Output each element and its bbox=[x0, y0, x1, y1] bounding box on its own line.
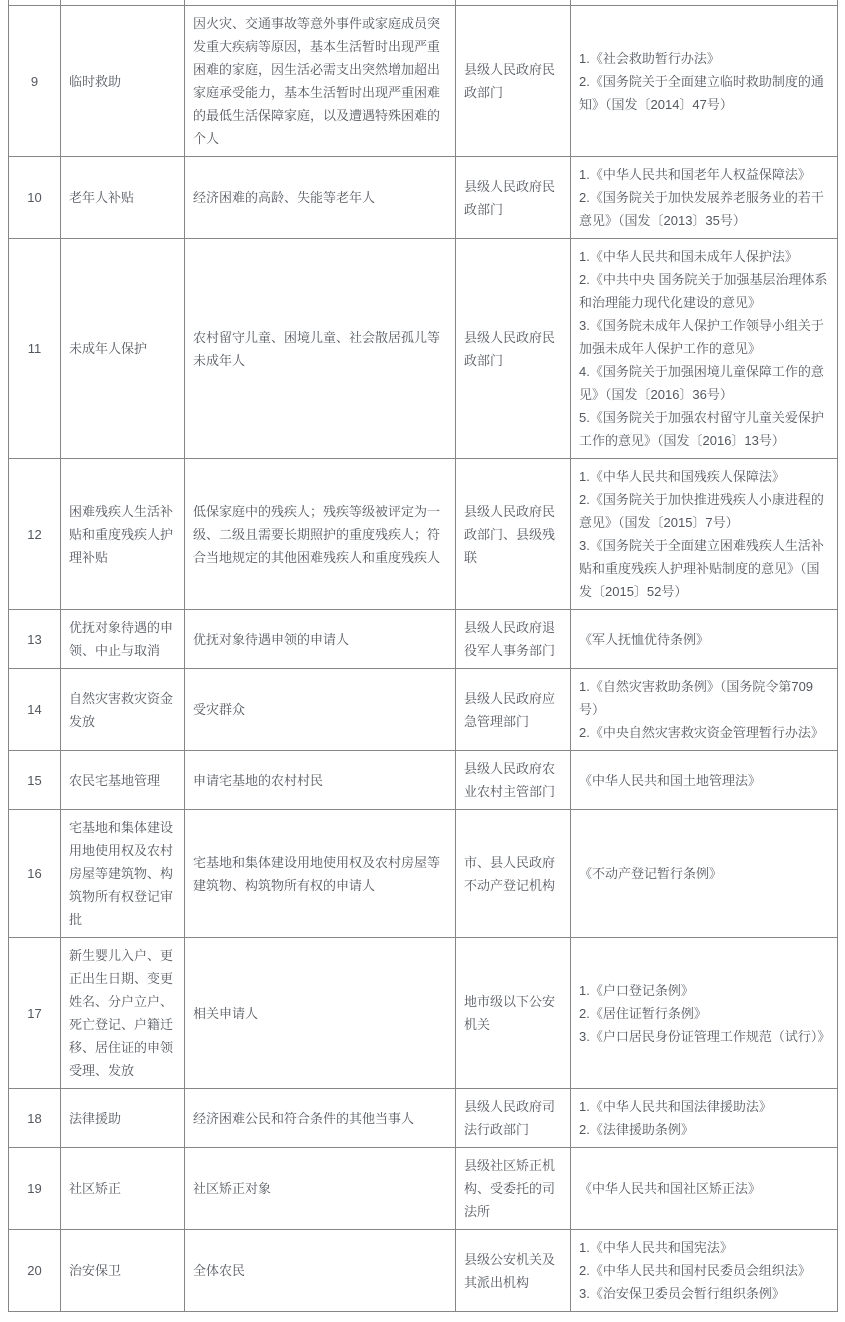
matter-name-cell: 优抚对象待遇的申领、中止与取消 bbox=[61, 610, 185, 669]
row-number-cell: 20 bbox=[9, 1230, 61, 1312]
target-group-cell: 经济困难的高龄、失能等老年人 bbox=[185, 157, 456, 239]
legal-basis-item: 2.《国务院关于加快发展养老服务业的若干意见》（国发〔2013〕35号） bbox=[579, 190, 824, 228]
legal-basis-cell bbox=[571, 751, 838, 810]
target-group-cell: 社区矫正对象 bbox=[185, 1148, 456, 1230]
legal-basis-item: 2.《法律援助条例》 bbox=[579, 1122, 694, 1137]
table-row bbox=[9, 938, 838, 1089]
table-row bbox=[9, 157, 838, 239]
legal-basis-item: 1.《户口登记条例》 bbox=[579, 982, 694, 998]
row-number-cell: 16 bbox=[9, 810, 61, 938]
table-row bbox=[9, 459, 838, 610]
matter-name-cell: 自然灾害救灾资金发放 bbox=[61, 669, 185, 751]
responsible-department-cell: 县级人民政府退役军人事务部门 bbox=[456, 610, 571, 669]
legal-basis-item: 1.《中华人民共和国宪法》 bbox=[579, 1240, 733, 1255]
legal-basis-item: 2.《国务院关于加快推进残疾人小康进程的意见》（国发〔2015〕7号） bbox=[579, 492, 824, 530]
matter-name-cell: 新生婴儿入户、更正出生日期、变更姓名、分户立户、死亡登记、户籍迁移、居住证的申领受理、发放 bbox=[61, 938, 185, 1089]
matter-name-cell: 临时救助 bbox=[61, 6, 185, 157]
legal-basis-item: 3.《国务院关于全面建立困难残疾人生活补贴和重度残疾人护理补贴制度的意见》（国发〔2015〕52号） bbox=[579, 538, 824, 599]
row-number-cell: 10 bbox=[9, 157, 61, 239]
legal-basis-item: 1.《社会救助暂行办法》 bbox=[579, 50, 720, 66]
table-row bbox=[9, 6, 838, 157]
row-number-cell: 12 bbox=[9, 459, 61, 610]
legal-basis-cell bbox=[571, 1089, 838, 1148]
legal-basis-item: 3.《治安保卫委员会暂行组织条例》 bbox=[579, 1286, 785, 1301]
matters-table bbox=[8, 0, 838, 1312]
matter-name-cell: 困难残疾人生活补贴和重度残疾人护理补贴 bbox=[61, 459, 185, 610]
matter-name-cell: 社区矫正 bbox=[61, 1148, 185, 1230]
table-row bbox=[9, 239, 838, 459]
responsible-department-cell: 县级人民政府民政部门 bbox=[456, 157, 571, 239]
legal-basis-item: 1.《中华人民共和国法律援助法》 bbox=[579, 1099, 772, 1114]
matter-name-cell: 老年人补贴 bbox=[61, 157, 185, 239]
legal-basis-cell bbox=[571, 239, 838, 459]
legal-basis-item: 《军人抚恤优待条例》 bbox=[579, 631, 710, 647]
matter-name-cell: 农民宅基地管理 bbox=[61, 751, 185, 810]
target-group-cell: 相关申请人 bbox=[185, 938, 456, 1089]
responsible-department-cell: 地市级以下公安机关 bbox=[456, 938, 571, 1089]
responsible-department-cell: 县级人民政府农业农村主管部门 bbox=[456, 751, 571, 810]
responsible-department-cell: 县级人民政府民政部门 bbox=[456, 239, 571, 459]
legal-basis-item: 2.《中央自然灾害救灾资金管理暂行办法》 bbox=[579, 725, 824, 740]
legal-basis-item: 5.《国务院关于加强农村留守儿童关爱保护工作的意见》（国发〔2016〕13号） bbox=[579, 410, 824, 448]
table-row bbox=[9, 751, 838, 810]
matter-name-cell: 法律援助 bbox=[61, 1089, 185, 1148]
legal-basis-item: 3.《国务院未成年人保护工作领导小组关于加强未成年人保护工作的意见》 bbox=[579, 318, 824, 356]
row-number-cell: 15 bbox=[9, 751, 61, 810]
target-group-cell: 申请宅基地的农村村民 bbox=[185, 751, 456, 810]
legal-basis-cell bbox=[571, 610, 838, 669]
target-group-cell: 农村留守儿童、困境儿童、社会散居孤儿等未成年人 bbox=[185, 239, 456, 459]
table-body bbox=[9, 0, 838, 1312]
legal-basis-item: 《不动产登记暂行条例》 bbox=[579, 866, 723, 881]
matter-name-cell: 未成年人保护 bbox=[61, 239, 185, 459]
legal-basis-item: 2.《中华人民共和国村民委员会组织法》 bbox=[579, 1263, 811, 1278]
target-group-cell: 受灾群众 bbox=[185, 669, 456, 751]
matter-name-cell: 宅基地和集体建设用地使用权及农村房屋等建筑物、构筑物所有权登记审批 bbox=[61, 810, 185, 938]
responsible-department-cell: 县级人民政府民政部门、县级残联 bbox=[456, 459, 571, 610]
target-group-cell: 因火灾、交通事故等意外事件或家庭成员突发重大疾病等原因，基本生活暂时出现严重困难的家庭，因生活必需支出突然增加超出家庭承受能力，基本生活暂时出现严重困难的最低生活保障家庭，以及遭遇特殊困难的个人 bbox=[185, 6, 456, 157]
legal-basis-cell bbox=[571, 669, 838, 751]
table-row bbox=[9, 669, 838, 751]
legal-basis-item: 1.《中华人民共和国老年人权益保障法》 bbox=[579, 167, 811, 182]
table-row bbox=[9, 810, 838, 938]
table-row bbox=[9, 1148, 838, 1230]
row-number-cell: 18 bbox=[9, 1089, 61, 1148]
target-group-cell: 全体农民 bbox=[185, 1230, 456, 1312]
legal-basis-item: 1.《自然灾害救助条例》（国务院令第709号） bbox=[579, 679, 814, 717]
responsible-department-cell: 县级社区矫正机构、受委托的司法所 bbox=[456, 1148, 571, 1230]
table-row bbox=[9, 610, 838, 669]
legal-basis-cell bbox=[571, 938, 838, 1089]
legal-basis-cell bbox=[571, 1148, 838, 1230]
legal-basis-item: 1.《中华人民共和国残疾人保障法》 bbox=[579, 469, 785, 484]
legal-basis-cell bbox=[571, 1230, 838, 1312]
legal-basis-cell bbox=[571, 157, 838, 239]
legal-basis-item: 2.《国务院关于全面建立临时救助制度的通知》（国发〔2014〕47号） bbox=[579, 73, 824, 112]
target-group-cell: 经济困难公民和符合条件的其他当事人 bbox=[185, 1089, 456, 1148]
target-group-cell: 低保家庭中的残疾人；残疾等级被评定为一级、二级且需要长期照护的重度残疾人；符合当地规定的其他困难残疾人和重度残疾人 bbox=[185, 459, 456, 610]
legal-basis-cell bbox=[571, 6, 838, 157]
responsible-department-cell: 县级人民政府应急管理部门 bbox=[456, 669, 571, 751]
legal-basis-cell bbox=[571, 810, 838, 938]
row-number-cell: 13 bbox=[9, 610, 61, 669]
row-number-cell: 14 bbox=[9, 669, 61, 751]
responsible-department-cell: 县级公安机关及其派出机构 bbox=[456, 1230, 571, 1312]
row-number-cell: 9 bbox=[9, 6, 61, 157]
responsible-department-cell: 县级人民政府司法行政部门 bbox=[456, 1089, 571, 1148]
legal-basis-item: 4.《国务院关于加强困境儿童保障工作的意见》（国发〔2016〕36号） bbox=[579, 364, 824, 402]
table-row bbox=[9, 1089, 838, 1148]
matter-name-cell: 治安保卫 bbox=[61, 1230, 185, 1312]
legal-basis-item: 3.《户口居民身份证管理工作规范（试行）》 bbox=[579, 1028, 831, 1044]
legal-basis-item: 《中华人民共和国土地管理法》 bbox=[579, 772, 762, 788]
target-group-cell: 优抚对象待遇申领的申请人 bbox=[185, 610, 456, 669]
legal-basis-item: 2.《居住证暂行条例》 bbox=[579, 1005, 707, 1021]
responsible-department-cell: 市、县人民政府不动产登记机构 bbox=[456, 810, 571, 938]
row-number-cell: 11 bbox=[9, 239, 61, 459]
row-number-cell: 17 bbox=[9, 938, 61, 1089]
target-group-cell: 宅基地和集体建设用地使用权及农村房屋等建筑物、构筑物所有权的申请人 bbox=[185, 810, 456, 938]
responsible-department-cell: 县级人民政府民政部门 bbox=[456, 6, 571, 157]
table-row bbox=[9, 1230, 838, 1312]
legal-basis-item: 1.《中华人民共和国未成年人保护法》 bbox=[579, 249, 798, 264]
legal-basis-cell bbox=[571, 459, 838, 610]
legal-basis-item: 2.《中共中央 国务院关于加强基层治理体系和治理能力现代化建设的意见》 bbox=[579, 272, 828, 310]
row-number-cell: 19 bbox=[9, 1148, 61, 1230]
legal-basis-item: 《中华人民共和国社区矫正法》 bbox=[579, 1181, 762, 1196]
